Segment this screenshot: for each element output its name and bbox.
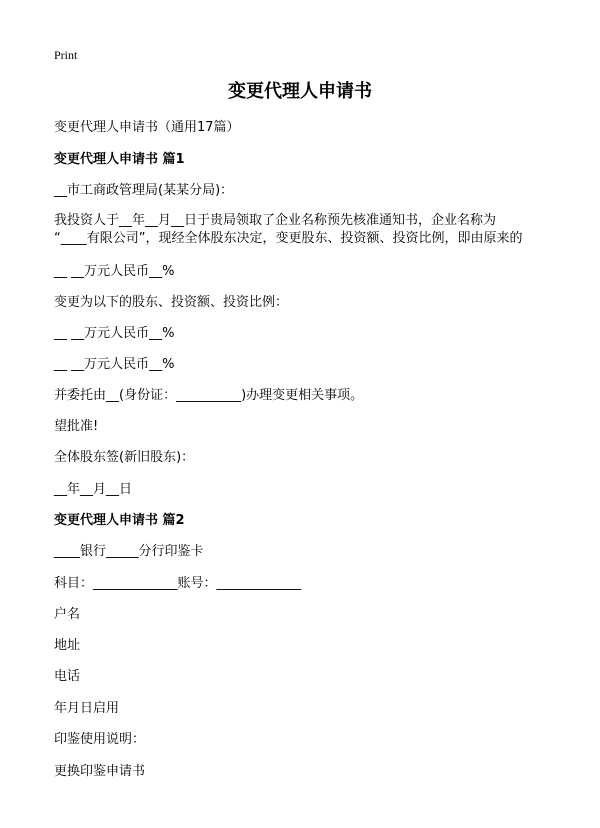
section2-heading: 变更代理人申请书 篇2 <box>54 513 185 528</box>
document-subtitle: 变更代理人申请书（通用17篇） <box>54 120 240 135</box>
approval-request-line: 望批准! <box>54 419 99 434</box>
seal-usage-line: 印鉴使用说明： <box>54 732 146 747</box>
addressee-line: __市工商政管理局(某某分局)： <box>54 183 234 198</box>
date-line: __年__月__日 <box>54 482 133 497</box>
section1-heading: 变更代理人申请书 篇1 <box>54 152 185 167</box>
account-line: 科目：_____________账号：_____________ <box>54 576 302 591</box>
address-line: 地址 <box>54 638 81 653</box>
original-share-line: __ __万元人民币__% <box>54 264 175 279</box>
activation-date-line: 年月日启用 <box>54 701 120 716</box>
new-share-line: __ __万元人民币__% <box>54 357 175 372</box>
print-link[interactable]: Print <box>54 48 78 62</box>
signature-line: 全体股东签(新旧股东)： <box>54 450 195 465</box>
phone-line: 电话 <box>54 669 81 684</box>
account-name-line: 户名 <box>54 607 81 622</box>
page-title: 变更代理人申请书 <box>228 81 372 102</box>
seal-change-line: 更换印鉴申请书 <box>54 764 146 779</box>
bank-seal-card-line: ____银行_____分行印鉴卡 <box>54 544 204 559</box>
body-text-line: “____有限公司”，现经全体股东决定，变更股东、投资额、投资比例，即由原来的 <box>54 231 523 246</box>
body-text-line: 我投资人于__年__月__日于贵局领取了企业名称预先核准通知书，企业名称为 <box>54 213 497 228</box>
delegation-line: 并委托由__(身份证：__________)办理变更相关事项。 <box>54 388 364 403</box>
new-share-line: __ __万元人民币__% <box>54 326 175 341</box>
body-text-line: 变更为以下的股东、投资额、投资比例： <box>54 295 289 310</box>
